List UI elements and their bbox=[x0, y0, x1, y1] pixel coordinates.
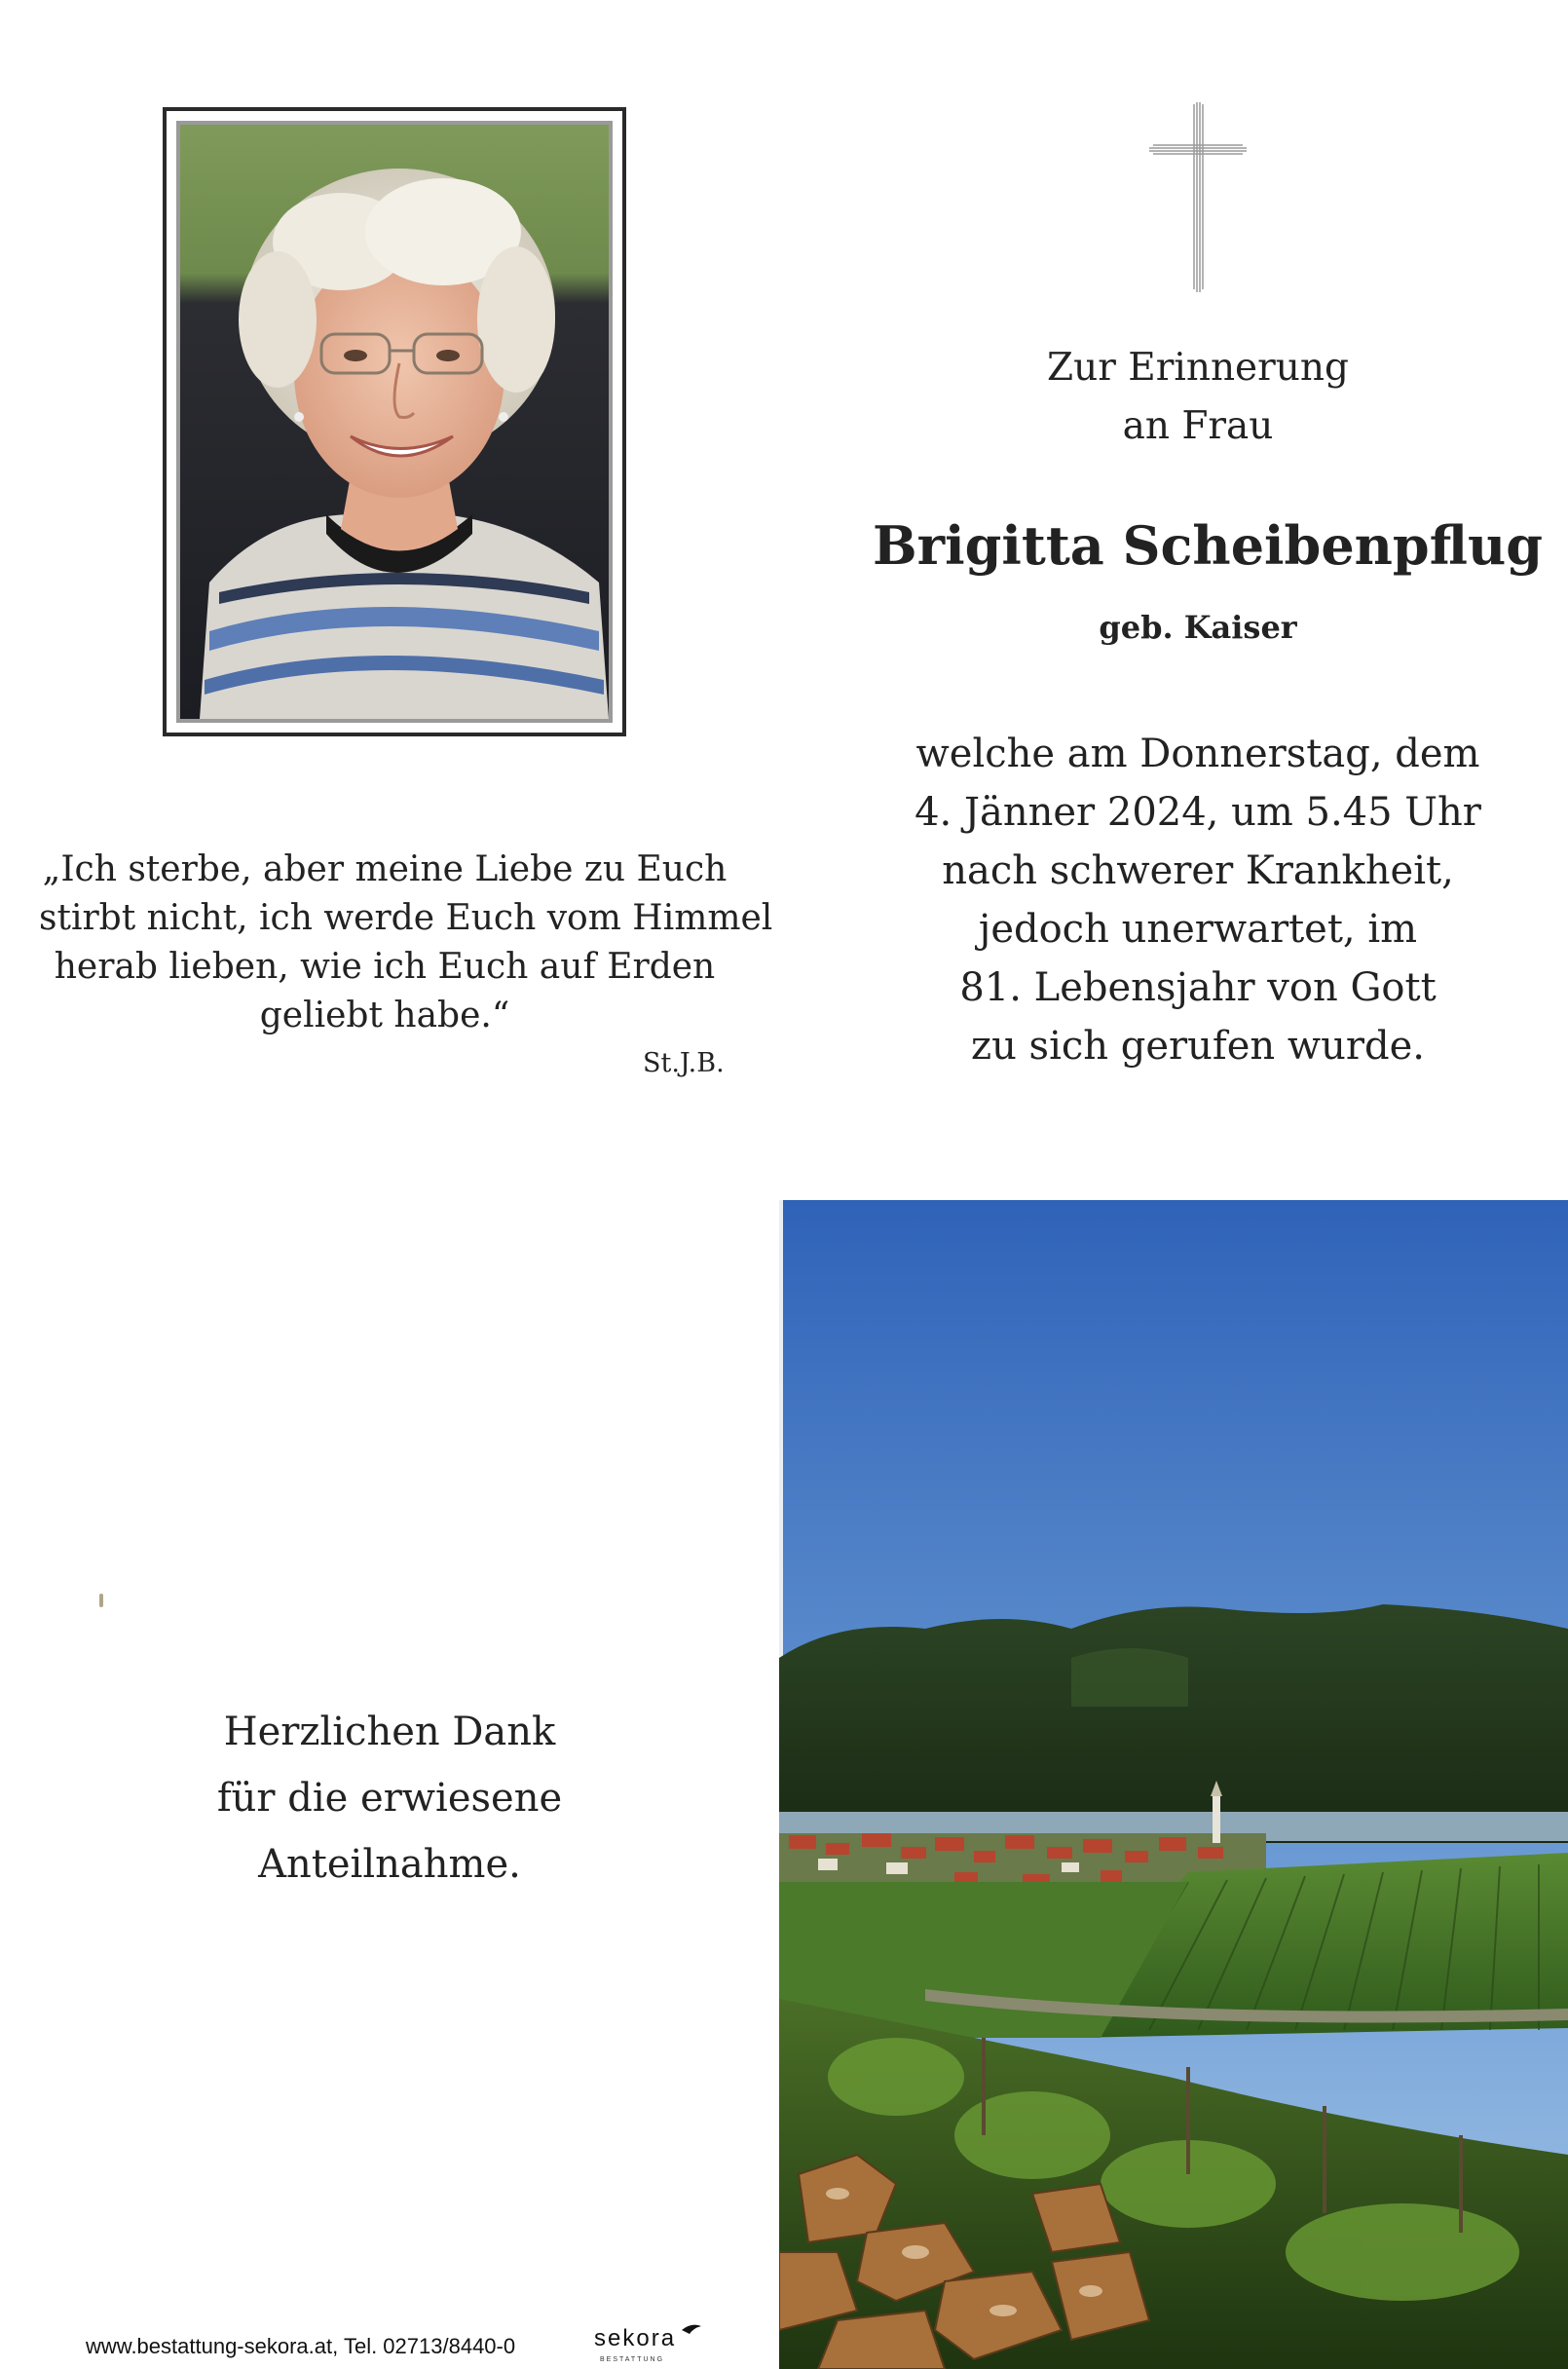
deceased-name: Brigitta Scheibenpflug bbox=[873, 514, 1543, 577]
announcement-line: zu sich gerufen wurde. bbox=[971, 1024, 1425, 1069]
cross-icon bbox=[1149, 102, 1247, 292]
intro-block bbox=[877, 339, 1519, 456]
intro-line: Zur Erinnerung bbox=[1046, 346, 1349, 390]
bird-icon bbox=[682, 2325, 701, 2334]
landscape-photo bbox=[779, 1200, 1568, 2369]
landscape-image bbox=[779, 1200, 1568, 2369]
quote-source: St.J.B. bbox=[643, 1048, 725, 1078]
quote-line: herab lieben, wie ich Euch auf Erden bbox=[54, 947, 716, 987]
brand-logo bbox=[592, 2320, 709, 2365]
brand-sub: BESTATTUNG bbox=[600, 2356, 665, 2363]
footer-contact: www.bestattung-sekora.at, Tel. 02713/8440-0 bbox=[86, 2334, 516, 2358]
quote-line: stirbt nicht, ich werde Euch vom Himmel bbox=[39, 898, 773, 938]
portrait-photo bbox=[176, 121, 613, 723]
quote bbox=[39, 846, 773, 1040]
announcement bbox=[857, 725, 1539, 1075]
announcement-line: welche am Donnerstag, dem bbox=[915, 732, 1480, 776]
thanks-line: für die erwiesene bbox=[216, 1776, 563, 1821]
intro-line: an Frau bbox=[1122, 404, 1274, 448]
announcement-line: 4. Jänner 2024, um 5.45 Uhr bbox=[915, 790, 1481, 835]
thanks-message bbox=[97, 1699, 682, 1898]
announcement-line: jedoch unerwartet, im bbox=[978, 907, 1418, 952]
paper-speck bbox=[99, 1594, 103, 1607]
announcement-line: 81. Lebensjahr von Gott bbox=[959, 965, 1437, 1010]
portrait-frame bbox=[163, 107, 626, 736]
thanks-line: Anteilnahme. bbox=[258, 1842, 521, 1887]
brand-name: sekora bbox=[594, 2325, 677, 2351]
thanks-line: Herzlichen Dank bbox=[223, 1710, 556, 1754]
announcement-line: nach schwerer Krankheit, bbox=[942, 848, 1454, 893]
quote-line: geliebt habe.“ bbox=[259, 996, 510, 1035]
birth-name: geb. Kaiser bbox=[1099, 609, 1297, 646]
quote-line: „Ich sterbe, aber meine Liebe zu Euch bbox=[42, 849, 728, 889]
portrait-image bbox=[180, 125, 609, 719]
